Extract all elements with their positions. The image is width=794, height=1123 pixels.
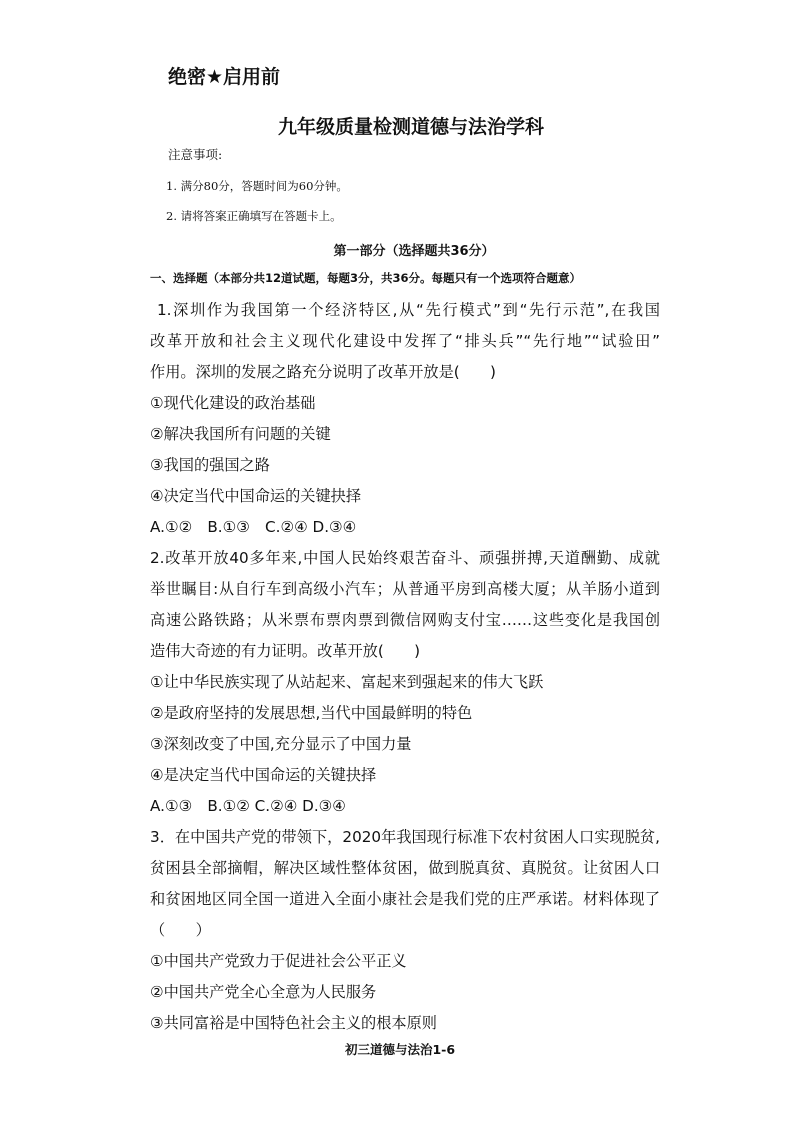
question-stem-line: 造伟大奇迹的有力证明。改革开放( ): [150, 642, 421, 660]
choice-item: ①现代化建设的政治基础: [150, 394, 316, 412]
choice-item: ④是决定当代中国命运的关键抉择: [150, 766, 377, 784]
question-stem-line: 贫困县全部摘帽，解决区域性整体贫困，做到脱真贫、真脱贫。让贫困人口: [150, 859, 660, 877]
question-stem-line: 举世瞩目:从自行车到高级小汽车；从普通平房到高楼大厦；从羊肠小道到: [150, 580, 660, 598]
question-1: [150, 295, 660, 543]
notice-item-1: 1. 满分80分，答题时间为60分钟。: [166, 179, 348, 193]
choice-item: ④决定当代中国命运的关键抉择: [150, 487, 362, 505]
choice-item: ③深刻改变了中国,充分显示了中国力量: [150, 735, 412, 753]
question-stem-line: 高速公路铁路；从米票布票肉票到微信网购支付宝……这些变化是我国创: [150, 611, 660, 629]
question-stem-line: 1.深圳作为我国第一个经济特区,从“先行模式”到“先行示范”,在我国: [157, 301, 660, 319]
notice-heading: 注意事项:: [168, 147, 223, 162]
question-stem-line: 改革开放和社会主义现代化建设中发挥了“排头兵”“先行地”“试验田”: [150, 332, 660, 350]
part-title: 第一部分（选择题共36分）: [333, 244, 495, 259]
choice-item: ①中国共产党致力于促进社会公平正义: [150, 952, 407, 970]
choice-item: ①让中华民族实现了从站起来、富起来到强起来的伟大飞跃: [150, 673, 544, 691]
confidential-label: 绝密★启用前: [168, 66, 281, 88]
question-2: [150, 543, 660, 822]
choice-item: ②解决我国所有问题的关键: [150, 425, 331, 443]
section-title: 一、选择题（本部分共12道试题，每题3分，共36分。每题只有一个选项符合题意）: [150, 271, 582, 285]
notice-item-2: 2. 请将答案正确填写在答题卡上。: [166, 209, 342, 223]
question-stem-line: 3．在中国共产党的带领下，2020年我国现行标准下农村贫困人口实现脱贫,: [150, 828, 660, 846]
question-stem-line: 和贫困地区同全国一道进入全面小康社会是我们党的庄严承诺。材料体现了: [150, 890, 660, 908]
answer-options: A.①② B.①③ C.②④ D.③④: [150, 518, 357, 536]
answer-options: A.①③ B.①② C.②④ D.③④: [150, 797, 346, 815]
question-stem-line: 作用。深圳的发展之路充分说明了改革开放是( ): [150, 363, 496, 381]
question-3: [150, 822, 660, 1039]
question-stem-line: 2.改革开放40多年来,中国人民始终艰苦奋斗、顽强拼搏,天道酬勤、成就: [150, 549, 660, 567]
exam-title: 九年级质量检测道德与法治学科: [277, 116, 544, 138]
choice-item: ③我国的强国之路: [150, 456, 270, 474]
question-stem-line: （ ）: [150, 921, 211, 939]
choice-item: ②是政府坚持的发展思想,当代中国最鲜明的特色: [150, 704, 473, 722]
choice-item: ③共同富裕是中国特色社会主义的根本原则: [150, 1014, 437, 1032]
choice-item: ②中国共产党全心全意为人民服务: [150, 983, 377, 1001]
page-footer: 初三道德与法治1-6: [344, 1042, 456, 1057]
